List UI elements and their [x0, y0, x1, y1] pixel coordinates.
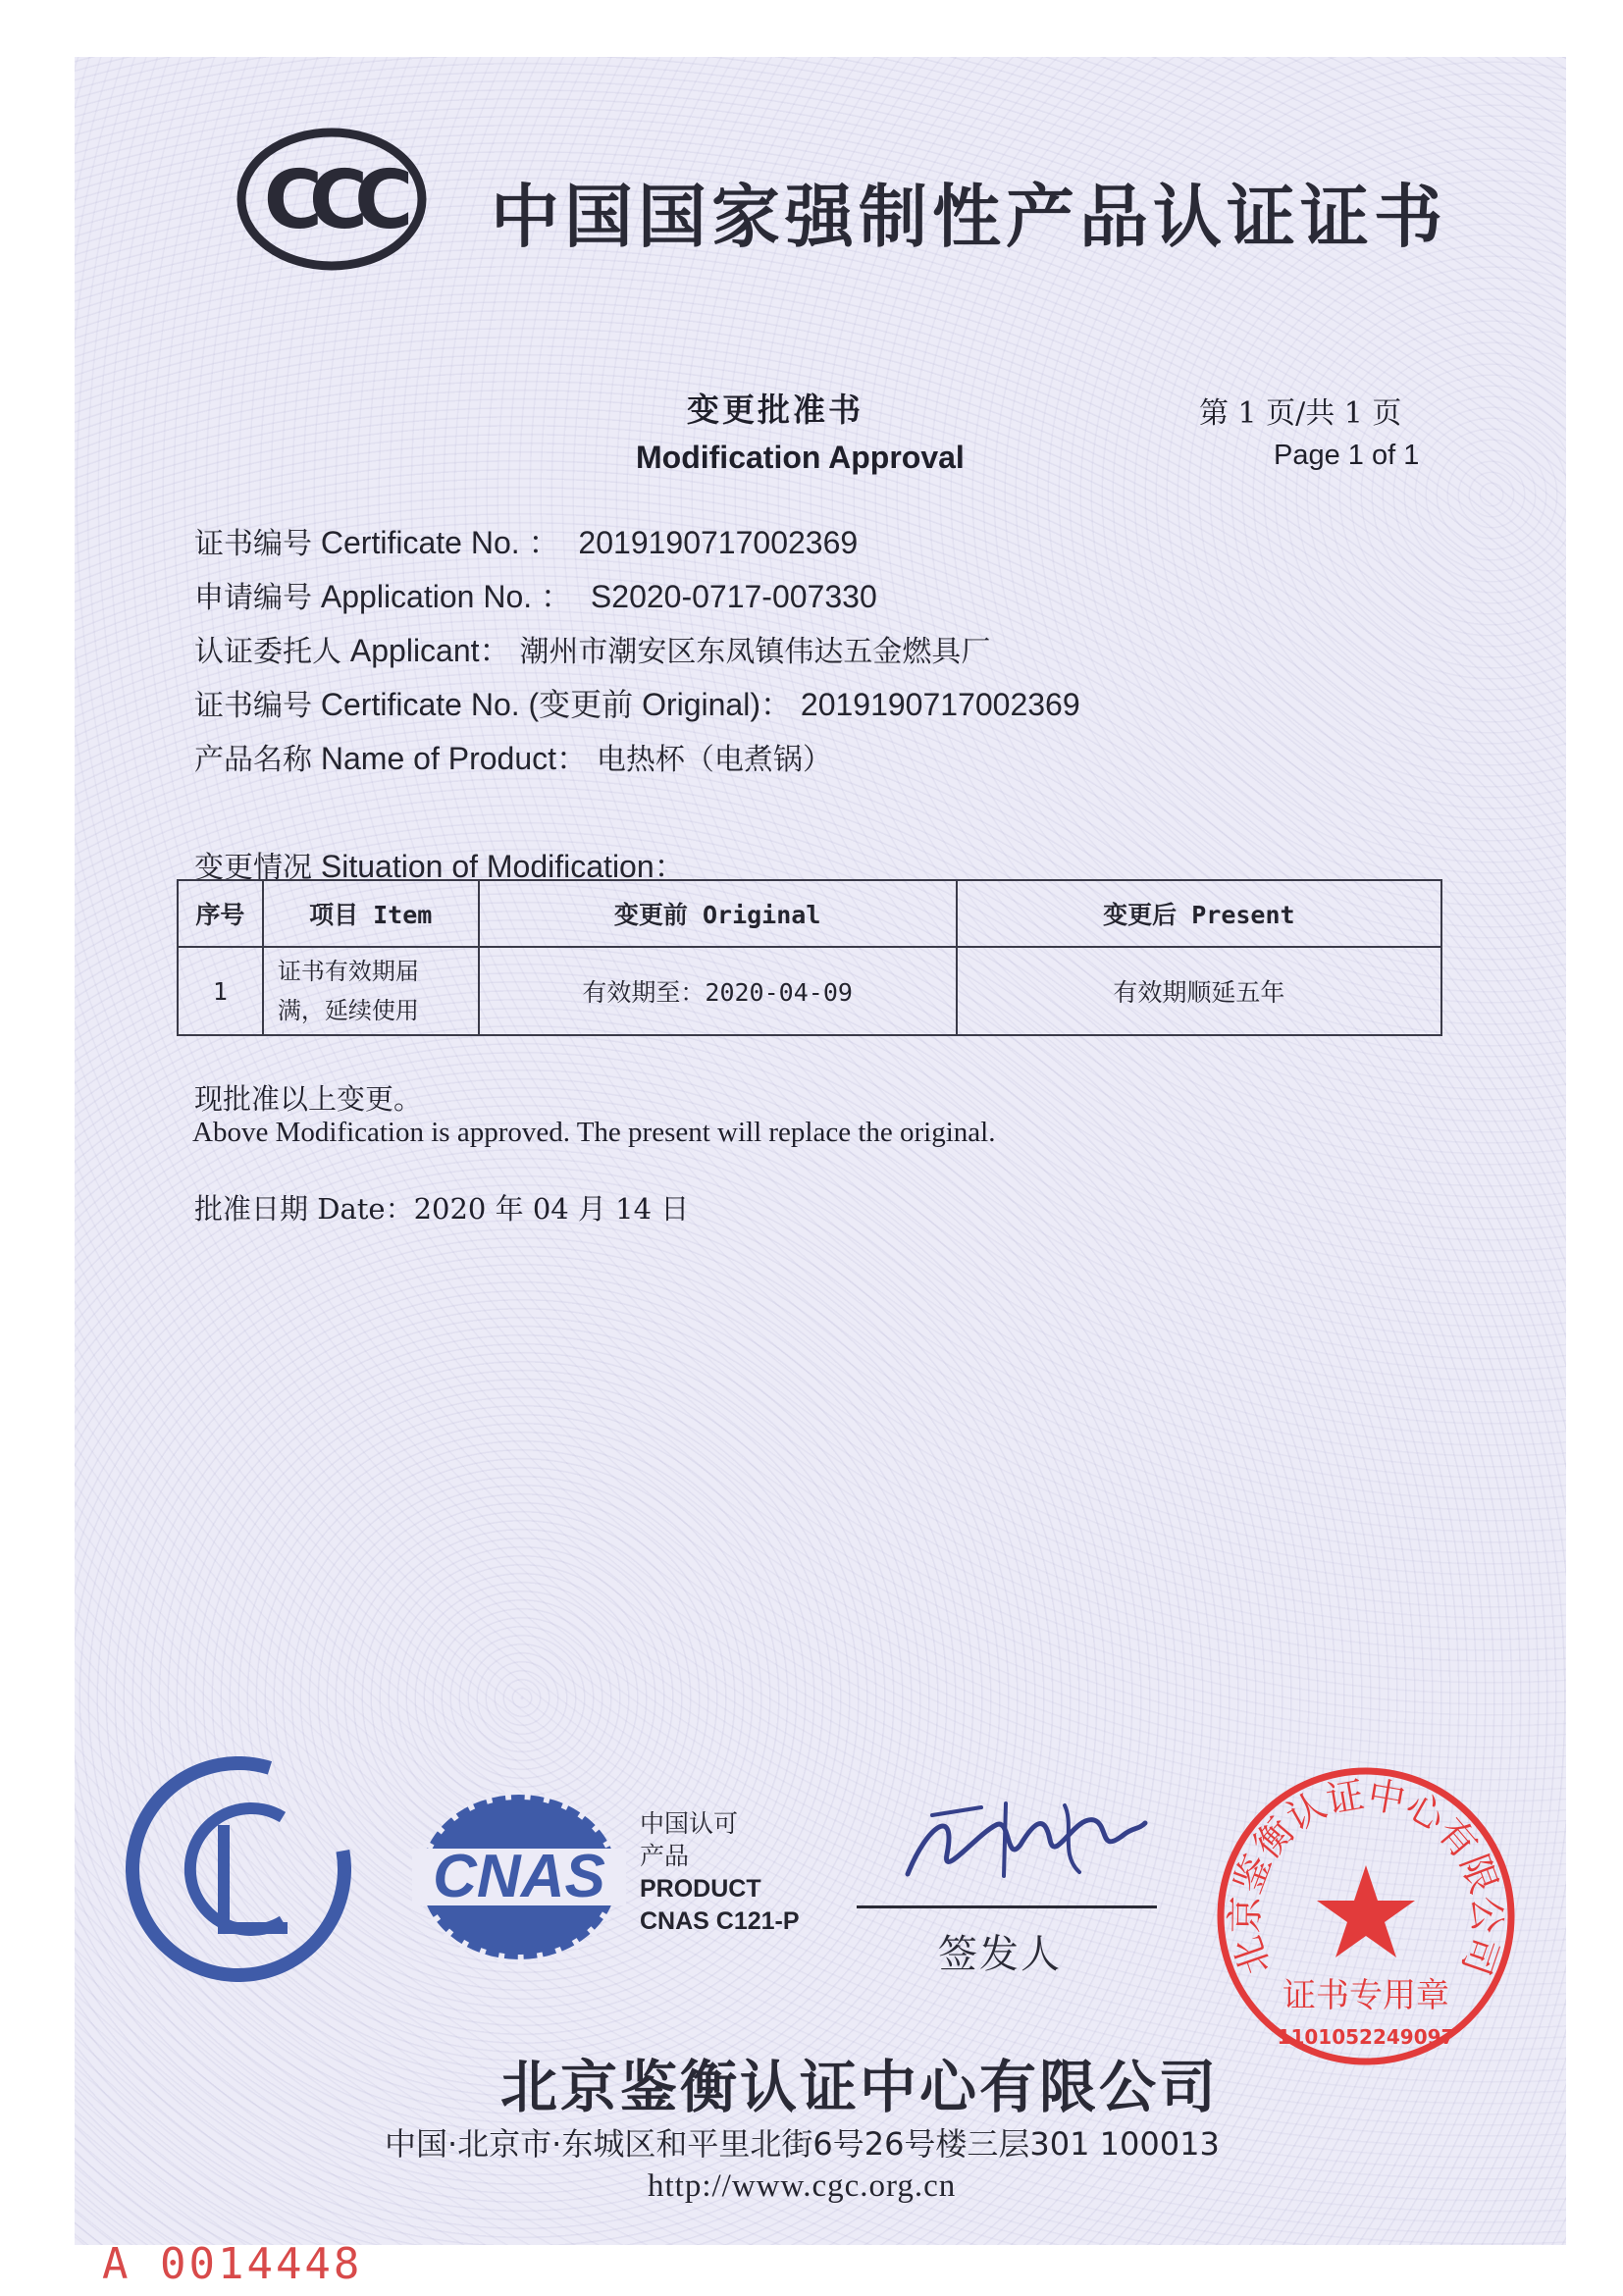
field-label-en: Name of Product： — [320, 741, 589, 776]
signer-label: 签发人 — [938, 1932, 1062, 1977]
field-label-en: Applicant： — [349, 633, 511, 668]
cnas-logo-text: CNAS — [433, 1843, 605, 1910]
table-header-row — [178, 880, 1441, 947]
column-header-item: 项目 Item — [263, 880, 479, 947]
field-label-en: Certificate No. ： — [320, 525, 560, 560]
cnas-line: CNAS C121-P — [640, 1907, 800, 1935]
field-value: 潮州市潮安区东凤镇伟达五金燃具厂 — [519, 635, 991, 669]
field-value: 电热杯（电煮锅） — [596, 743, 832, 777]
seal-ring-text: 北京鉴衡认证中心有限公司 — [1223, 1772, 1509, 1981]
ccc-logo — [236, 126, 428, 273]
cnas-line: 产品 — [640, 1843, 690, 1870]
field-label-en: Application No. ： — [320, 579, 573, 614]
field-label-cn: 认证委托人 — [194, 635, 341, 669]
cnas-line: 中国认可 — [640, 1810, 739, 1838]
column-header-seq: 序号 — [178, 880, 263, 947]
field-value: 2019190717002369 — [800, 687, 1080, 722]
document-title-en: Modification Approval — [636, 440, 965, 475]
certificate-serial-number: A 0014448 — [102, 2239, 363, 2289]
company-address: 中国·北京市·东城区和平里北街6号26号楼三层301 100013 — [385, 2125, 1220, 2163]
ccc-logo-text: CCC — [263, 154, 400, 247]
field-label-cn: 证书编号 — [194, 689, 312, 723]
cell-present: 有效期顺延五年 — [957, 947, 1441, 1035]
issuing-company-name: 北京鉴衡认证中心有限公司 — [500, 2054, 1220, 2120]
field-value: 2019190717002369 — [578, 525, 859, 560]
cnas-line: PRODUCT — [640, 1875, 761, 1903]
column-header-present: 变更后 Present — [957, 880, 1441, 947]
field-label-cn: 产品名称 — [194, 743, 312, 777]
field-value: S2020-0717-007330 — [590, 579, 877, 614]
official-seal — [1209, 1759, 1523, 2073]
cgc-logo — [126, 1756, 351, 1982]
page-indicator-cn: 第 1 页/共 1 页 — [1199, 396, 1402, 431]
field-product-name — [194, 734, 832, 779]
field-label-en: Certificate No. (变更前 Original)： — [320, 687, 792, 722]
field-label-cn: 证书编号 — [194, 527, 312, 561]
column-header-original: 变更前 Original — [479, 880, 957, 947]
seal-star-icon — [1317, 1865, 1415, 1957]
table-row — [178, 947, 1441, 1035]
field-original-certificate-no — [194, 680, 1080, 725]
document-title-cn: 变更批准书 — [687, 391, 864, 429]
field-label-cn: 申请编号 — [194, 581, 312, 615]
certificate-main-title: 中国国家强制性产品认证证书 — [491, 177, 1447, 257]
modification-heading-cn: 变更情况 — [194, 851, 312, 885]
modification-table — [177, 879, 1442, 1036]
seal-center-text: 证书专用章 — [1283, 1976, 1449, 2015]
cell-item — [263, 947, 479, 1035]
signature-line — [857, 1905, 1157, 1908]
cell-original: 有效期至：2020-04-09 — [479, 947, 957, 1035]
signature — [888, 1786, 1153, 1894]
field-certificate-no — [194, 518, 858, 563]
field-applicant — [194, 626, 990, 671]
approval-text-cn: 现批准以上变更。 — [194, 1082, 423, 1116]
seal-number: 1101052249097 — [1277, 2025, 1455, 2049]
page-indicator-en: Page 1 of 1 — [1274, 440, 1420, 471]
modification-heading-en: Situation of Modification： — [320, 849, 686, 884]
approval-date: 批准日期 Date：2020 年 04 月 14 日 — [194, 1192, 690, 1226]
cnas-logo — [412, 1788, 626, 1966]
cell-item-line: 满，延续使用 — [277, 997, 419, 1024]
cnas-accreditation-text — [640, 1808, 800, 1938]
field-application-no — [194, 572, 877, 617]
cell-item-line: 证书有效期届 — [277, 958, 419, 985]
cell-seq: 1 — [178, 947, 263, 1035]
approval-text-en: Above Modification is approved. The present will replace the original. — [192, 1117, 996, 1148]
company-website: http://www.cgc.org.cn — [648, 2168, 957, 2204]
